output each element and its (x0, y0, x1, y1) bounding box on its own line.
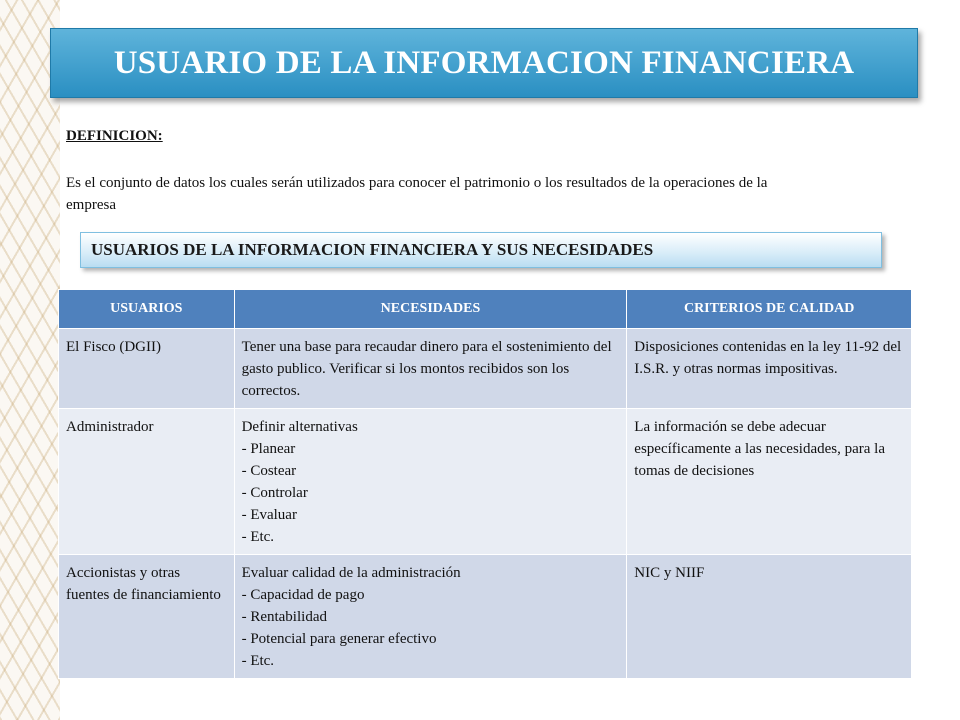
criteria-cell: NIC y NIIF (627, 555, 912, 679)
needs-cell (234, 329, 627, 409)
subtitle-text: USUARIOS DE LA INFORMACION FINANCIERA Y SUS NECESIDADES (91, 240, 654, 259)
criteria-cell: La información se debe adecuar específicamente a las necesidades, para la tomas de decisiones (627, 409, 912, 555)
page-title: USUARIO DE LA INFORMACION FINANCIERA (113, 44, 855, 81)
user-cell: El Fisco (DGII) (59, 329, 235, 409)
needs-line: Definir alternativas (241, 419, 358, 435)
needs-line: - Planear (241, 441, 296, 457)
table-header-row (59, 290, 912, 329)
title-banner (50, 28, 918, 98)
needs-line: Evaluar calidad de la administración (241, 565, 461, 581)
table-row (59, 329, 912, 409)
needs-cell (234, 555, 627, 679)
needs-line: - Capacidad de pago (241, 587, 365, 603)
needs-line: - Etc. (241, 529, 275, 545)
header-usuarios: USUARIOS (59, 290, 235, 329)
needs-line: - Potencial para generar efectivo (241, 631, 437, 647)
table-row (59, 555, 912, 679)
table-row (59, 409, 912, 555)
definition-heading: DEFINICION: (66, 128, 163, 144)
header-necesidades: NECESIDADES (234, 290, 627, 329)
needs-line: Tener una base para recaudar dinero para el sostenimiento del gasto publico. Verificar si los montos recibidos son los correctos. (241, 339, 612, 399)
definition-text: Es el conjunto de datos los cuales serán utilizados para conocer el patrimonio o los resultados de la operaciones de la empresa (66, 175, 768, 213)
criteria-cell: Disposiciones contenidas en la ley 11-92 del I.S.R. y otras normas impositivas. (627, 329, 912, 409)
header-criterios: CRITERIOS DE CALIDAD (627, 290, 912, 329)
needs-cell (234, 409, 627, 555)
users-table (58, 289, 912, 679)
needs-line: - Costear (241, 463, 297, 479)
user-cell: Accionistas y otras fuentes de financiamiento (59, 555, 235, 679)
subtitle-banner (80, 232, 882, 268)
needs-line: - Evaluar (241, 507, 297, 523)
needs-line: - Etc. (241, 653, 275, 669)
decorative-side-pattern (0, 0, 60, 720)
user-cell: Administrador (59, 409, 235, 555)
needs-line: - Rentabilidad (241, 609, 327, 625)
needs-line: - Controlar (241, 485, 308, 501)
